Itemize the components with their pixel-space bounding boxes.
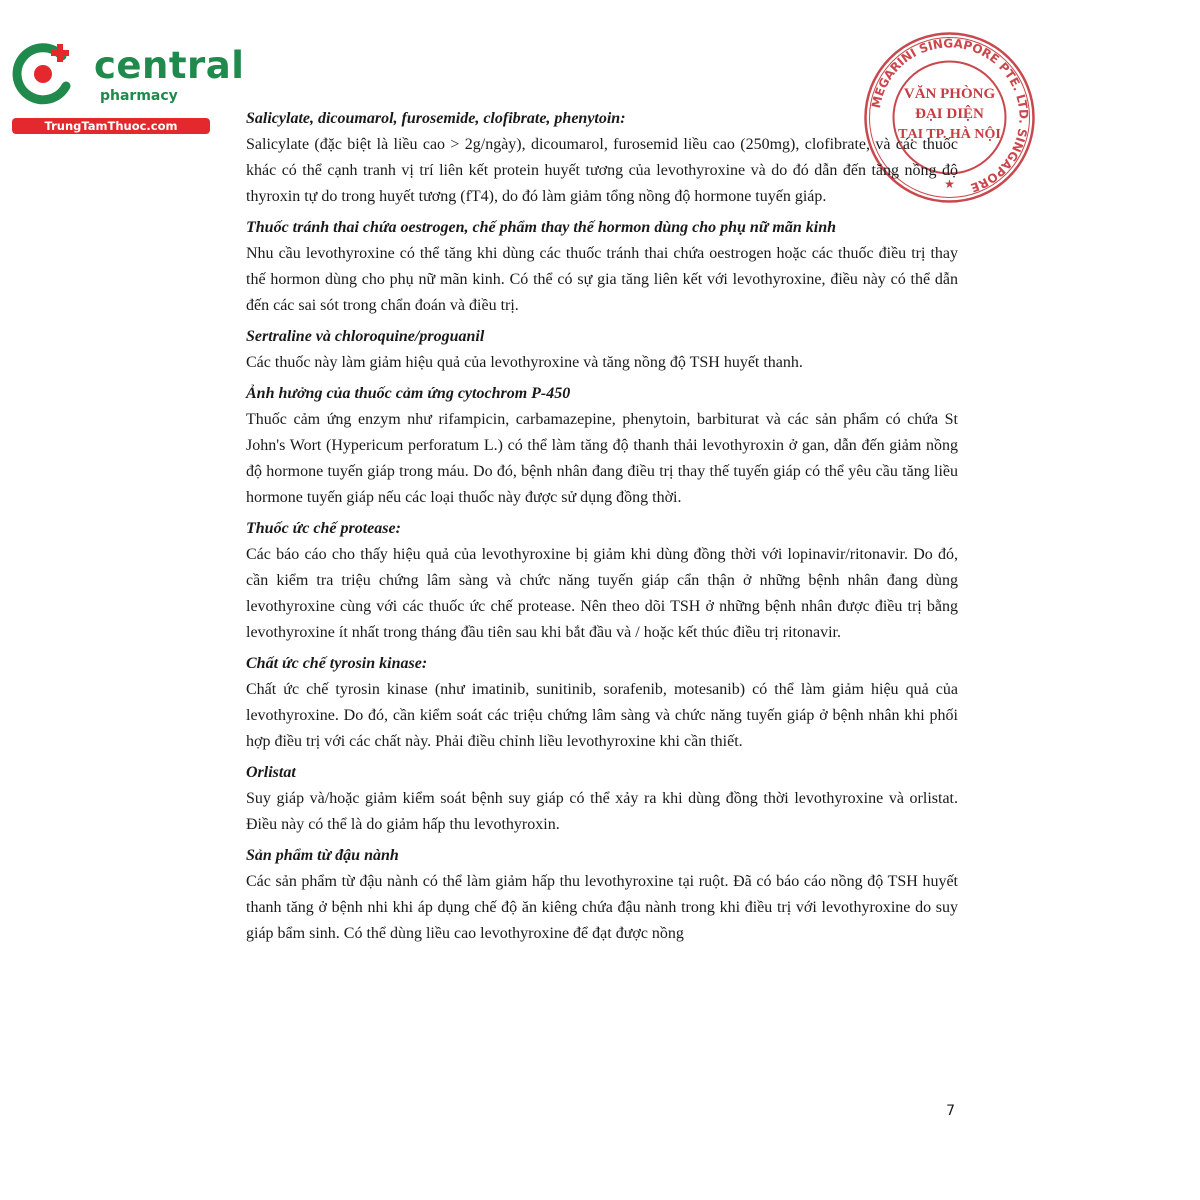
stamp-outer-text: MEGARINI SINGAPORE PTE. LTD. SINGAPORE xyxy=(869,36,1031,195)
stamp-line-3: TẠI TP. HÀ NỘI xyxy=(898,127,1001,142)
section-heading: Sản phẩm từ đậu nành xyxy=(246,847,399,864)
section-paragraph: Thuốc cảm ứng enzym như rifampicin, carbamazepine, phenytoin, barbiturat và các sản phẩm có chứa St John's Wort (Hypericum perforatum L.) có thể làm tăng độ thanh thải levothyroxin ở gan, dẫn đến giảm nồng độ hormone tuyến giáp trong máu. Do đó, bệnh nhân đang điều trị thay thế tuyến giáp có thể yêu cầu tăng liều hormone tuyến giáp nếu các loại thuốc này được sử dụng đồng thời. xyxy=(246,411,958,506)
section-heading: Chất ức chế tyrosin kinase: xyxy=(246,655,428,672)
section-paragraph: Chất ức chế tyrosin kinase (như imatinib, sunitinib, sorafenib, motesanib) có thể làm giảm hiệu quả của levothyroxine. Do đó, cần kiểm soát các triệu chứng lâm sàng và chức năng tuyến giáp ở bệnh nhân khi phối hợp điều trị với các chất này. Phải điều chỉnh liều levothyroxine khi cần thiết. xyxy=(246,681,958,750)
section-paragraph: Các thuốc này làm giảm hiệu quả của levothyroxine và tăng nồng độ TSH huyết thanh. xyxy=(246,354,803,371)
section-cytochrome xyxy=(246,381,958,511)
pharmacy-logo-icon xyxy=(10,38,80,108)
logo-brand-text: central xyxy=(94,44,245,87)
logo-subtitle: pharmacy xyxy=(100,88,178,104)
section-protease xyxy=(246,516,958,646)
section-salicylate xyxy=(246,106,958,210)
section-tyrosine-kinase xyxy=(246,651,958,755)
section-heading: Orlistat xyxy=(246,764,296,781)
stamp-star-icon: ★ xyxy=(944,177,955,191)
section-soy xyxy=(246,843,958,947)
logo-url-banner: TrungTamThuoc.com xyxy=(12,118,210,134)
section-sertraline xyxy=(246,324,958,376)
section-orlistat xyxy=(246,760,958,838)
stamp-line-1: VĂN PHÒNG xyxy=(903,86,996,102)
section-oestrogen xyxy=(246,215,958,319)
section-paragraph: Suy giáp và/hoặc giảm kiểm soát bệnh suy giáp có thể xảy ra khi dùng đồng thời levothyroxine và orlistat. Điều này có thể là do giảm hấp thu levothyroxin. xyxy=(246,790,958,833)
section-paragraph: Salicylate (đặc biệt là liều cao > 2g/ngày), dicoumarol, furosemid liều cao (250mg), clofibrate, và các thuốc khác có thể cạnh tranh vị trí liên kết protein huyết tương của levothyroxine và do đó dẫn đến tăng nồng độ thyroxin tự do trong huyết tương (fT4), do đó làm giảm tổng nồng độ hormone tuyến giáp. xyxy=(246,136,958,205)
document-body xyxy=(246,106,958,952)
section-paragraph: Các báo cáo cho thấy hiệu quả của levothyroxine bị giảm khi dùng đồng thời với lopinavir/ritonavir. Do đó, cần kiểm tra triệu chứng lâm sàng và chức năng tuyến giáp cẩn thận ở những bệnh nhân đang dùng levothyroxine cùng với các thuốc ức chế protease. Nên theo dõi TSH ở những bệnh nhân được điều trị bằng levothyroxine ít nhất trong tháng đầu tiên sau khi bắt đầu và / hoặc kết thúc điều trị ritonavir. xyxy=(246,546,958,641)
section-heading: Ảnh hưởng của thuốc cảm ứng cytochrom P-450 xyxy=(246,385,571,402)
section-paragraph: Nhu cầu levothyroxine có thể tăng khi dùng các thuốc tránh thai chứa oestrogen hoặc các thuốc điều trị thay thế hormon dùng cho phụ nữ mãn kinh. Có thể có sự gia tăng liên kết với levothyroxine, điều này có thể dẫn đến các sai sót trong chẩn đoán và điều trị. xyxy=(246,245,958,314)
section-heading: Sertraline và chloroquine/proguanil xyxy=(246,328,485,345)
section-heading: Thuốc ức chế protease: xyxy=(246,520,401,537)
page-number: 7 xyxy=(946,1103,955,1119)
central-pharmacy-logo xyxy=(10,38,245,138)
section-heading: Thuốc tránh thai chứa oestrogen, chế phẩm thay thế hormon dùng cho phụ nữ mãn kinh xyxy=(246,219,836,236)
stamp-line-2: ĐẠI DIỆN xyxy=(915,106,984,122)
section-heading: Salicylate, dicoumarol, furosemide, clofibrate, phenytoin: xyxy=(246,110,626,127)
section-paragraph: Các sản phẩm từ đậu nành có thể làm giảm hấp thu levothyroxine tại ruột. Đã có báo cáo nồng độ TSH huyết thanh tăng ở bệnh nhi khi áp dụng chế độ ăn kiêng chứa đậu nành trong khi điều trị với levothyroxine do suy giáp bẩm sinh. Có thể dùng liều cao levothyroxine để đạt được nồng xyxy=(246,873,958,942)
